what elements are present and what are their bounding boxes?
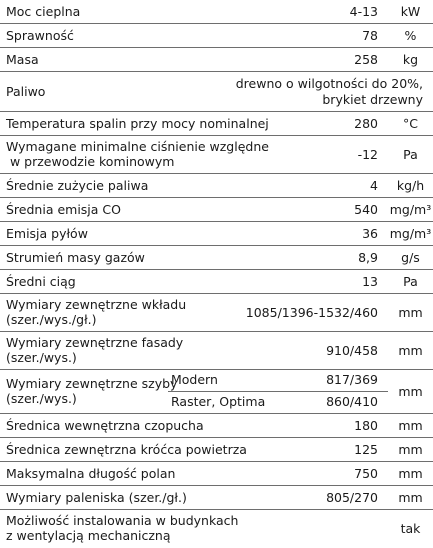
row-label-line1: Wymiary zewnętrzne fasady	[6, 335, 184, 350]
row-label-line1: Wymiary zewnętrzne szyby	[6, 376, 178, 391]
row-unit: g/s	[401, 250, 420, 265]
row-unit: kg	[402, 52, 419, 67]
row-unit: mm	[398, 466, 423, 481]
row-label: Moc cieplna	[6, 4, 81, 19]
row-value: 805/270	[326, 490, 378, 505]
row-label-line1: Możliwość instalowania w budynkach	[6, 513, 239, 528]
spec-row	[0, 174, 433, 198]
spec-row	[0, 72, 433, 112]
row-label-line2: (szer./wys.)	[6, 350, 77, 365]
row-label: Średni ciąg	[6, 274, 76, 289]
row-unit: mm	[398, 305, 423, 320]
row-label-line1: Wymagane minimalne ciśnienie względne	[6, 139, 269, 154]
spec-row	[0, 270, 433, 294]
row-value: 4	[370, 178, 378, 193]
spec-row	[0, 462, 433, 486]
spec-row	[0, 136, 433, 174]
spec-row	[0, 332, 433, 370]
sub-row-value: 860/410	[326, 394, 378, 409]
row-label: Średnica zewnętrzna króćca powietrza	[6, 442, 247, 457]
row-label: Sprawność	[6, 28, 74, 43]
row-value: 36	[362, 226, 378, 241]
spec-row	[0, 486, 433, 510]
sub-row-value: 817/369	[326, 372, 378, 387]
row-value: 1085/1396-1532/460	[245, 305, 378, 320]
row-label: Wymiary paleniska (szer./gł.)	[6, 490, 187, 505]
row-value: 750	[354, 466, 378, 481]
row-unit: mm	[398, 418, 423, 433]
row-value: 280	[354, 116, 378, 131]
row-value: 8,9	[358, 250, 378, 265]
row-label-line2: z wentylacją mechaniczną	[6, 528, 171, 543]
row-unit: °C	[403, 116, 418, 131]
row-value: 4-13	[349, 4, 378, 19]
spec-row	[0, 48, 433, 72]
spec-row	[0, 24, 433, 48]
spec-row	[0, 246, 433, 270]
row-label-line2: w przewodzie kominowym	[6, 154, 175, 169]
row-label: Paliwo	[6, 84, 46, 99]
spec-row	[0, 414, 433, 438]
row-label: Średnica wewnętrzna czopucha	[6, 418, 204, 433]
row-unit: Pa	[403, 274, 418, 289]
row-label: Masa	[6, 52, 39, 67]
row-value: 78	[362, 28, 378, 43]
row-unit: mg/m³	[389, 226, 432, 241]
row-unit: tak	[400, 521, 421, 536]
spec-row	[0, 510, 433, 548]
row-label: Temperatura spalin przy mocy nominalnej	[6, 116, 269, 131]
row-label-line1: Wymiary zewnętrzne wkładu	[6, 297, 187, 312]
row-value: 540	[354, 202, 378, 217]
row-value: 180	[354, 418, 378, 433]
row-unit: mm	[398, 384, 423, 399]
sub-row-name: Modern	[171, 372, 218, 387]
row-label-line2: (szer./wys.)	[6, 391, 77, 406]
row-value: -12	[357, 147, 378, 162]
row-unit: mm	[398, 343, 423, 358]
spec-row	[0, 0, 433, 24]
row-label: Średnie zużycie paliwa	[6, 178, 149, 193]
row-unit: mm	[398, 442, 423, 457]
row-label-line2: (szer./wys./gł.)	[6, 312, 97, 327]
spec-row	[0, 222, 433, 246]
row-label: Strumień masy gazów	[6, 250, 145, 265]
spec-row	[0, 294, 433, 332]
row-value-line2: brykiet drzewny	[322, 92, 423, 107]
spec-row	[0, 198, 433, 222]
row-value-line1: drewno o wilgotności do 20%,	[235, 76, 423, 91]
row-label: Maksymalna długość polan	[6, 466, 176, 481]
row-unit: kg/h	[396, 178, 425, 193]
row-unit: Pa	[403, 147, 418, 162]
spec-row	[0, 112, 433, 136]
row-value: 910/458	[326, 343, 378, 358]
row-value: 258	[354, 52, 378, 67]
row-label: Średnia emisja CO	[6, 202, 121, 217]
spec-row	[0, 370, 433, 414]
spec-row	[0, 438, 433, 462]
row-unit: mm	[398, 490, 423, 505]
row-unit: %	[404, 28, 417, 43]
row-unit: kW	[400, 4, 421, 19]
row-value: 13	[362, 274, 378, 289]
sub-row-name: Raster, Optima	[171, 394, 266, 409]
row-value: 125	[354, 442, 378, 457]
row-label: Emisja pyłów	[6, 226, 88, 241]
row-unit: mg/m³	[389, 202, 432, 217]
